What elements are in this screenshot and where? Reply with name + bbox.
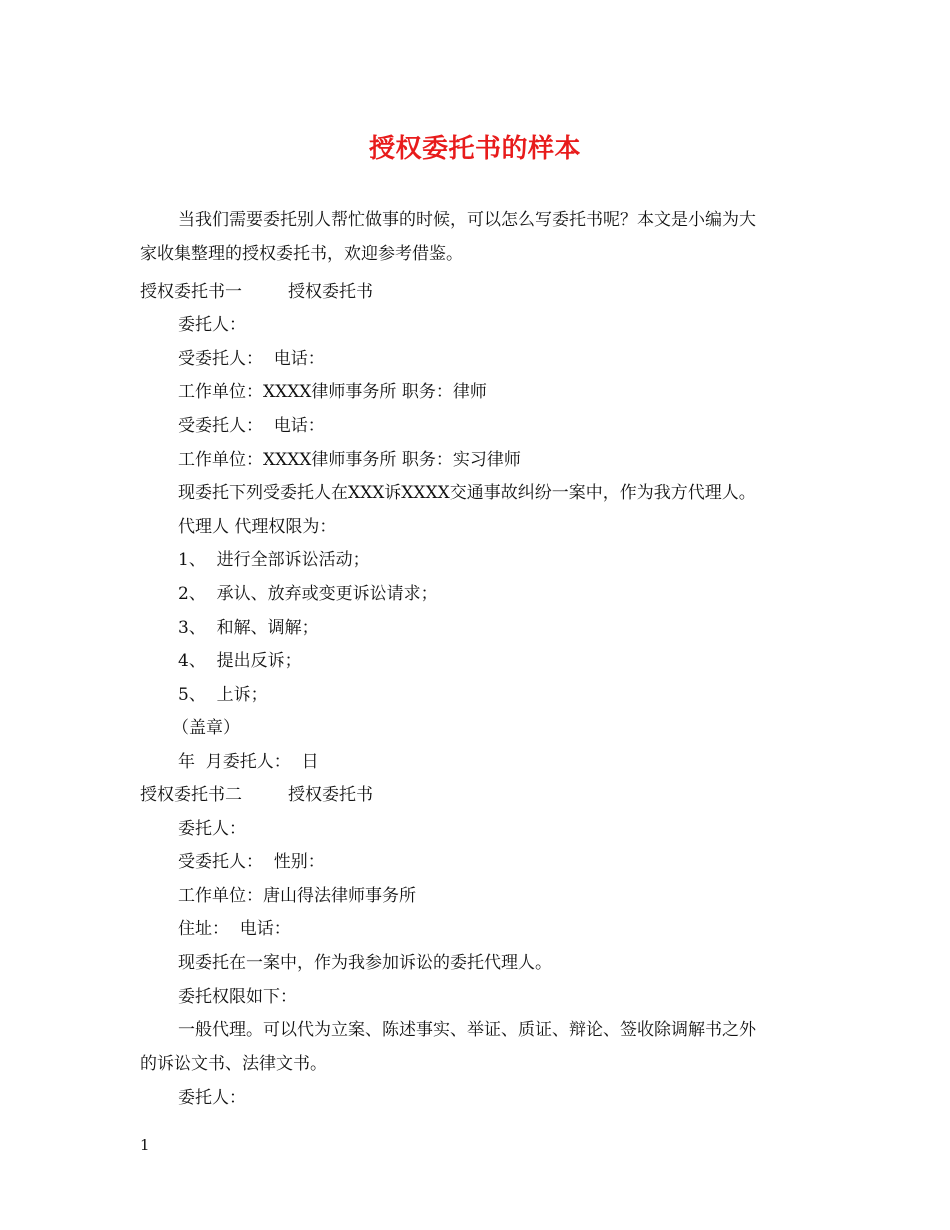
page-number: 1 [140, 1136, 150, 1154]
section2-heading [140, 783, 373, 807]
section2-heading-a: 授权委托书二 [140, 785, 242, 805]
section1-list-item: 4、 提出反诉； [178, 651, 302, 671]
section2-heading-b: 授权委托书 [288, 785, 373, 805]
section1-line: 现委托下列受委托人在XXX诉XXXX交通事故纠纷一案中，作为我方代理人。 [178, 483, 756, 503]
section2-line: 受委托人： 性别： [178, 852, 325, 872]
section1-list-item: 2、 承认、放弃或变更诉讼请求； [178, 584, 438, 604]
section1-heading [140, 280, 373, 304]
section1-line: 工作单位：XXXX律师事务所 职务：律师 [178, 382, 487, 402]
intro-line-2: 家收集整理的授权委托书，欢迎参考借鉴。 [140, 244, 463, 264]
section2-para-line-1: 一般代理。可以代为立案、陈述事实、举证、质证、辩论、签收除调解书之外 [178, 1020, 756, 1040]
section1-line: 工作单位：XXXX律师事务所 职务：实习律师 [178, 450, 521, 470]
document-title: 授权委托书的样本 [368, 134, 581, 164]
section2-line: 委托人： [178, 819, 246, 839]
intro-line-1: 当我们需要委托别人帮忙做事的时候，可以怎么写委托书呢？本文是小编为大 [178, 210, 756, 230]
section1-date-line: 年 月委托人： 日 [178, 752, 319, 772]
section1-line: 受委托人： 电话： [178, 416, 325, 436]
section1-line: 受委托人： 电话： [178, 349, 325, 369]
section2-para-line-2: 的诉讼文书、法律文书。 [140, 1054, 327, 1074]
section2-last-line: 委托人： [178, 1088, 246, 1108]
section1-list-item: 1、 进行全部诉讼活动； [178, 550, 370, 570]
section2-line: 现委托在一案中，作为我参加诉讼的委托代理人。 [178, 953, 552, 973]
section2-line: 委托权限如下： [178, 987, 297, 1007]
section1-heading-a: 授权委托书一 [140, 282, 242, 302]
section2-line: 住址： 电话： [178, 919, 291, 939]
section1-list-item: 3、 和解、调解； [178, 618, 319, 638]
section1-list-item: 5、 上诉； [178, 685, 268, 705]
section1-line: 代理人 代理权限为： [178, 517, 337, 537]
section2-line: 工作单位：唐山得法律师事务所 [178, 886, 416, 906]
section1-seal-note: （盖章） [172, 718, 240, 738]
section1-line: 委托人： [178, 315, 246, 335]
section1-heading-b: 授权委托书 [288, 282, 373, 302]
